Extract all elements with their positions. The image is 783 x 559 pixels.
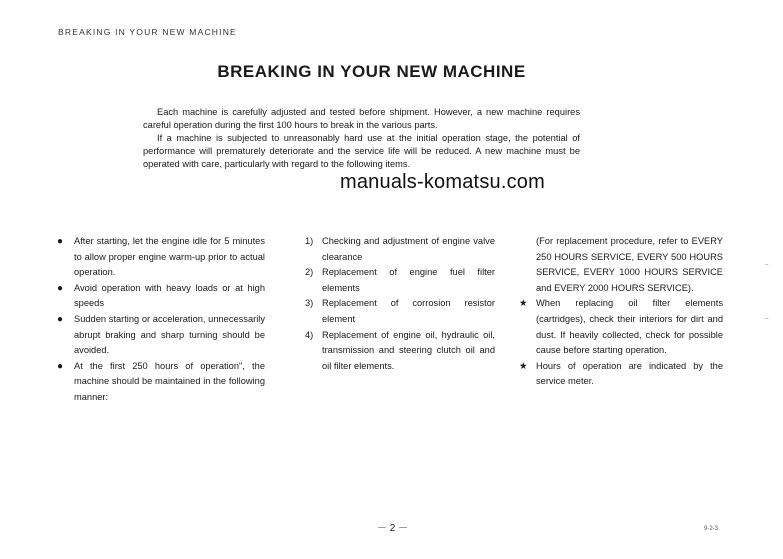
item-number: 3) <box>305 298 314 309</box>
running-header: BREAKING IN YOUR NEW MACHINE <box>58 27 237 37</box>
intro-paragraph-1: Each machine is carefully adjusted and tested before shipment. However, a new machine requires careful operation during the first 100 hours to break in the various parts. <box>143 107 580 131</box>
item-number: 1) <box>305 236 314 246</box>
bullet-item <box>57 234 265 281</box>
numbered-item <box>305 296 495 327</box>
column-right <box>519 234 723 390</box>
item-number: 2) <box>305 267 314 278</box>
bullet-item <box>57 312 265 359</box>
note-text: When replacing oil filter elements (cartridges), check their interiors for dirt and dust. If heavily collected, check for possible cause before starting operation. <box>536 298 723 356</box>
page-number: － 2 － <box>377 523 409 534</box>
numbered-item <box>305 328 495 375</box>
item-text: Replacement of engine fuel filter elements <box>322 267 495 293</box>
intro-text <box>143 106 580 171</box>
bullet-item <box>57 359 265 406</box>
edge-mark: – <box>765 316 769 322</box>
note-text: Hours of operation are indicated by the service meter. <box>536 360 723 387</box>
note-item <box>519 296 723 358</box>
intro-paragraph-2: If a machine is subjected to unreasonably hard use at the initial operation stage, the potential of performance will prematurely deteriorate and the service life will be reduced. A new machine must be operated with care, particularly with regard to the following items. <box>143 133 580 170</box>
edge-mark: – <box>765 262 769 268</box>
bullet-item <box>57 281 265 312</box>
page-title: BREAKING IN YOUR NEW MACHINE <box>217 62 526 81</box>
continuation-text: (For replacement procedure, refer to EVERY 250 HOURS SERVICE, EVERY 500 HOURS SERVICE, EVERY 1000 HOURS SERVICE and EVERY 2000 HOURS SERVICE). <box>536 236 723 293</box>
bullet-icon: ● <box>57 282 64 294</box>
item-text: Replacement of engine oil, hydraulic oil, transmission and steering clutch oil and oil filter elements. <box>322 329 495 371</box>
item-text: Checking and adjustment of engine valve clearance <box>322 236 495 262</box>
bullet-text: After starting, let the engine idle for 5 minutes to allow proper engine warm-up prior to actual operation. <box>74 236 265 278</box>
bullet-text: Avoid operation with heavy loads or at high speeds <box>74 282 265 309</box>
star-icon: ★ <box>519 360 528 371</box>
bullet-text: At the first 250 hours of operation", the machine should be maintained in the following manner: <box>74 360 265 402</box>
footer-code: 9-2-3 <box>704 526 719 532</box>
column-middle <box>305 234 495 374</box>
item-text: Replacement of corrosion resistor element <box>322 298 495 324</box>
numbered-item <box>305 234 495 265</box>
star-icon: ★ <box>519 298 528 309</box>
numbered-item <box>305 265 495 296</box>
bullet-icon: ● <box>57 360 64 372</box>
watermark-link[interactable]: manuals-komatsu.com <box>340 171 545 193</box>
bullet-text: Sudden starting or acceleration, unnecessarily abrupt braking and sharp turning should be avoided. <box>74 313 265 356</box>
bullet-icon: ● <box>57 313 64 325</box>
bullet-icon: ● <box>57 236 64 247</box>
item-number: 4) <box>305 329 314 340</box>
column-left <box>57 234 265 406</box>
note-item <box>519 359 723 390</box>
